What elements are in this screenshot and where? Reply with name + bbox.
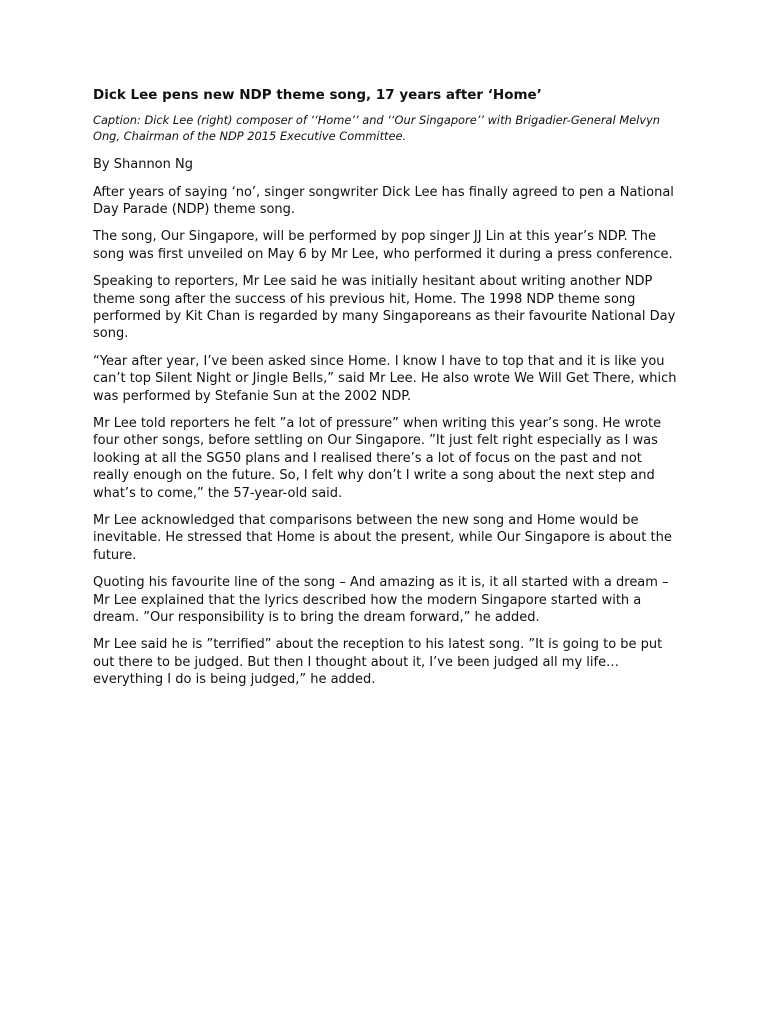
paragraph-6: Mr Lee acknowledged that comparisons between the new song and Home would be inevitable. He stressed that Home is about the present, while Our Singapore is about the future.: [93, 513, 672, 563]
article-headline: Dick Lee pens new NDP theme song, 17 years after ‘Home’: [93, 87, 542, 103]
paragraph-4: “Year after year, I’ve been asked since Home. I know I have to top that and it is like you can’t top Silent Night or Jingle Bells,” said Mr Lee. He also wrote We Will Get There, which was performed by Stefanie Sun at the 2002 NDP.: [93, 353, 677, 404]
photo-caption: Caption: Dick Lee (right) composer of ‘‘Home’’ and ‘‘Our Singapore’’ with Brigadier-General Melvyn Ong, Chairman of the NDP 2015 Executive Committee.: [93, 113, 661, 143]
paragraph-3: Speaking to reporters, Mr Lee said he was initially hesitant about writing another NDP theme song after the success of his previous hit, Home. The 1998 NDP theme song performed by Kit Chan is regarded by many Singaporeans as their favourite National Day song.: [93, 274, 676, 342]
paragraph-8: Mr Lee said he is ”terrified” about the reception to his latest song. ”It is going to be put out there to be judged. But then I thought about it, I’ve been judged all my life…everything I do is being judged,” he added.: [93, 637, 663, 688]
paragraph-7: Quoting his favourite line of the song – And amazing as it is, it all started with a dream – Mr Lee explained that the lyrics described how the modern Singapore started with a dream. ”Our responsibility is to bring the dream forward,” he added.: [93, 575, 669, 626]
article-byline: By Shannon Ng: [93, 157, 193, 172]
document-page: [93, 86, 678, 699]
paragraph-2: The song, Our Singapore, will be performed by pop singer JJ Lin at this year’s NDP. The song was first unveiled on May 6 by Mr Lee, who performed it during a press conference.: [93, 229, 673, 262]
paragraph-1: After years of saying ‘no’, singer songwriter Dick Lee has finally agreed to pen a National Day Parade (NDP) theme song.: [93, 184, 674, 217]
paragraph-5: Mr Lee told reporters he felt ”a lot of pressure” when writing this year’s song. He wrote four other songs, before settling on Our Singapore. ”It just felt right especially as I was looking at all the SG50 plans and I realised there’s a lot of focus on the past and not really enough on the future. So, I felt why don’t I write a song about the next step and what’s to come,” the 57-year-old said.: [93, 415, 662, 501]
